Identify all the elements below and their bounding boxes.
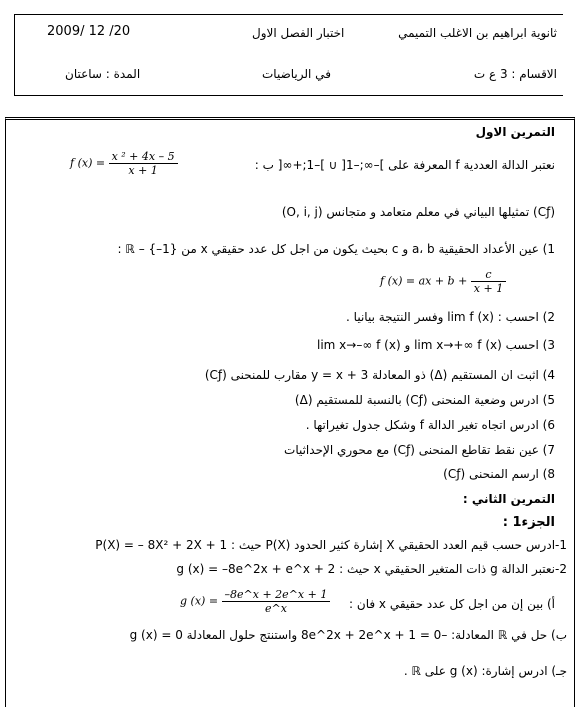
ex2-part: الجزء1 : <box>502 515 555 530</box>
header-exam: اختبار الفصل الاول <box>252 26 345 40</box>
ex1-function-def: f (x) = $\frac{\text{x ² + 4x – 5}}{x + 1}$ <box>70 150 178 177</box>
ex2-p2: 2-نعتبر الدالة g ذات المتغير الحقيقي x حيث : g (x) = –8e^2x + e^x + 2 <box>176 562 567 576</box>
ex1-q6: 6) ادرس اتجاه تغير الدالة f وشكل جدول تغيراتها . <box>305 418 555 432</box>
ex2-p1: 1-ادرس حسب قيم العدد الحقيقي X إشارة كثير الحدود P(X) حيث : P(X) = – 8X² + 2X + 1 <box>95 538 567 552</box>
ex1-q4: 4) اثبت ان المستقيم (Δ) ذو المعادلة y = x + 3 مقارب للمنحنى (Cƒ) <box>204 368 555 382</box>
ex1-q2: 2) احسب : lim f (x) وفسر النتيجة بيانيا . <box>346 310 555 324</box>
header-school: ثانوية ابراهيم بن الاغلب التميمي <box>398 26 557 40</box>
ex2-pc: جـ) ادرس إشارة: g (x) على ℝ . <box>403 664 567 678</box>
header-classes: الاقسام : 3 ع ت <box>473 67 557 81</box>
ex1-q5: 5) ادرس وضعية المنحنى (Cƒ) بالنسبة للمستقيم (Δ) <box>294 393 555 407</box>
ex2-pa-equation: g (x) = $\frac{-8e\^{}x + 2e\^{}x + 1}{e\^{}x}$ <box>180 588 330 615</box>
ex2-pa: أ) بين إن من اجل كل عدد حقيقي x فان : <box>349 597 555 611</box>
header-duration: المدة : ساعتان <box>65 67 141 81</box>
header-subject: في الرياضيات <box>262 67 331 81</box>
ex1-q3: 3) احسب lim x→+∞ f (x) و lim x→–∞ f (x) <box>317 338 555 352</box>
ex1-q1: 1) عين الأعداد الحقيقية a، b و c بحيث يكون من اجل كل عدد حقيقي x من ℝ – {–1} : <box>117 242 555 256</box>
ex1-title: التمرين الاول <box>475 125 555 139</box>
ex2-pb: ب) حل في ℝ المعادلة: –8e^2x + 2e^x + 1 = 0 واستنتج حلول المعادلة g (x) = 0 <box>129 628 567 642</box>
header-date: 2009/ 12 /20 <box>47 24 131 39</box>
ex1-q1-equation: f (x) = ax + b + $\frac{c}{x + 1}$ <box>380 268 506 295</box>
ex1-q7: 7) عين نقط تقاطع المنحنى (Cƒ) مع محوري الإحداثيات <box>284 443 555 457</box>
ex2-title: التمرين الثاني : <box>462 492 555 506</box>
ex1-curve: (Cƒ) تمثيلها البياني في معلم متعامد و متجانس (O, i, j) <box>281 205 555 219</box>
ex1-q8: 8) ارسم المنحنى (Cƒ) <box>443 467 555 481</box>
ex1-intro: نعتبر الدالة العددية f المعرفة على ]–∞;–1[ ∪ ]–1;+∞[ ب : <box>254 158 555 172</box>
